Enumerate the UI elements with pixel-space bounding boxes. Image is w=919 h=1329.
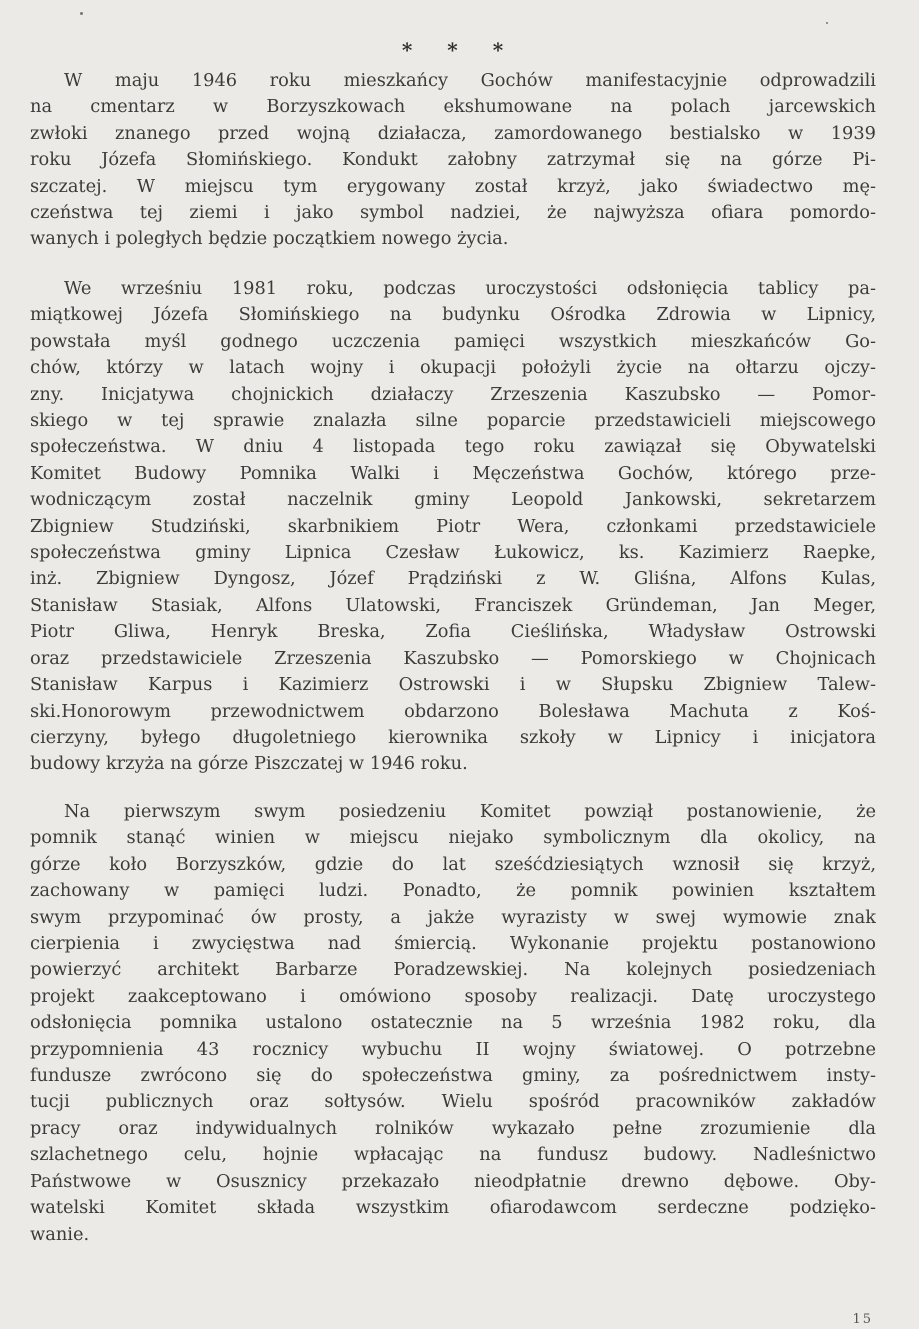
text-line: Komitet Budowy Pomnika Walki i Męczeństwa Gochów, którego prze- <box>30 462 876 484</box>
text-line: cierzyny, byłego długoletniego kierownika szkoły w Lipnicy i inicjatora <box>30 726 876 748</box>
text-line: oraz przedstawiciele Zrzeszenia Kaszubsko — Pomorskiego w Chojnicach <box>30 647 876 669</box>
text-line: szczatej. W miejscu tym erygowany został krzyż, jako świadectwo mę- <box>30 175 876 197</box>
text-line: wanych i poległych będzie początkiem nowego życia. <box>30 228 509 250</box>
text-line: ski.Honorowym przewodnictwem obdarzono Bolesława Machuta z Koś- <box>30 700 876 722</box>
paragraph-2 <box>30 276 876 778</box>
text-line: społeczeństwa. W dniu 4 listopada tego roku zawiązał się Obywatelski <box>30 436 876 458</box>
text-line: swym przypominać ów prosty, a jakże wyrazisty w swej wymowie znak <box>30 906 876 928</box>
text-line: Państwowe w Osusznicy przekazało nieodpłatnie drewno dębowe. Oby- <box>30 1170 876 1192</box>
text-line: Na pierwszym swym posiedzeniu Komitet powziął postanowienie, że <box>64 801 876 822</box>
text-line: budowy krzyża na górze Piszczatej w 1946 roku. <box>30 753 468 775</box>
print-speck <box>80 12 83 15</box>
text-line: projekt zaakceptowano i omówiono sposoby realizacji. Datę uroczystego <box>30 985 876 1007</box>
text-line: watelski Komitet składa wszystkim ofiarodawcom serdeczne podzięko- <box>30 1197 876 1219</box>
text-line: Stanisław Stasiak, Alfons Ulatowski, Franciszek Gründeman, Jan Meger, <box>30 594 876 616</box>
text-line: Zbigniew Studziński, skarbnikiem Piotr Wera, członkami przedstawiciele <box>30 515 876 537</box>
text-line: powierzyć architekt Barbarze Poradzewskiej. Na kolejnych posiedzeniach <box>30 959 876 981</box>
text-line: wodniczącym został naczelnik gminy Leopold Jankowski, sekretarzem <box>30 489 876 511</box>
text-line: We wrześniu 1981 roku, podczas uroczystości odsłonięcia tablicy pa- <box>64 278 876 299</box>
text-line: inż. Zbigniew Dyngosz, Józef Prądziński z W. Gliśna, Alfons Kulas, <box>30 568 876 590</box>
section-divider: * * * <box>401 38 518 62</box>
text-line: zwłoki znanego przed wojną działacza, zamordowanego bestialsko w 1939 <box>30 122 876 144</box>
text-line: szlachetnego celu, hojnie wpłacając na fundusz budowy. Nadleśnictwo <box>30 1144 876 1166</box>
text-line: wanie. <box>30 1223 90 1245</box>
text-line: miątkowej Józefa Słomińskiego na budynku Ośrodka Zdrowia w Lipnicy, <box>30 304 876 326</box>
text-line: tucji publicznych oraz sołtysów. Wielu spośród pracowników zakładów <box>30 1091 876 1113</box>
text-line: chów, którzy w latach wojny i okupacji położyli życie na ołtarzu ojczy- <box>30 357 876 379</box>
text-line: górze koło Borzyszków, gdzie do lat sześćdziesiątych wznosił się krzyż, <box>30 853 876 875</box>
text-line: powstała myśl godnego uczczenia pamięci wszystkich mieszkańców Go- <box>30 330 876 352</box>
text-line: zny. Inicjatywa chojnickich działaczy Zrzeszenia Kaszubsko — Pomor- <box>30 383 876 405</box>
print-speck <box>826 22 828 24</box>
text-line: W maju 1946 roku mieszkańcy Gochów manifestacyjnie odprowadzili <box>64 70 876 91</box>
text-line: przypomnienia 43 rocznicy wybuchu II wojny światowej. O potrzebne <box>30 1038 876 1060</box>
paragraph-1 <box>30 68 876 253</box>
text-line: pracy oraz indywidualnych rolników wykazało pełne zrozumienie dla <box>30 1117 876 1139</box>
text-line: roku Józefa Słomińskiego. Kondukt załobny zatrzymał się na górze Pi- <box>30 149 876 171</box>
text-line: Stanisław Karpus i Kazimierz Ostrowski i w Słupsku Zbigniew Talew- <box>30 674 876 696</box>
text-line: odsłonięcia pomnika ustalono ostatecznie na 5 września 1982 roku, dla <box>30 1012 876 1034</box>
text-line: fundusze zwrócono się do społeczeństwa gminy, za pośrednictwem insty- <box>30 1065 876 1087</box>
text-line: społeczeństwa gminy Lipnica Czesław Łukowicz, ks. Kazimierz Raepke, <box>30 542 876 564</box>
text-line: zachowany w pamięci ludzi. Ponadto, że pomnik powinien kształtem <box>30 880 876 902</box>
text-line: czeństwa tej ziemi i jako symbol nadziei, że najwyższa ofiara pomordo- <box>30 202 876 224</box>
paragraph-3 <box>30 799 876 1248</box>
text-line: skiego w tej sprawie znalazła silne poparcie przedstawicieli miejscowego <box>30 410 876 432</box>
text-line: pomnik stanąć winien w miejscu niejako symbolicznym dla okolicy, na <box>30 827 876 849</box>
text-line: cierpienia i zwycięstwa nad śmiercią. Wykonanie projektu postanowiono <box>30 933 876 955</box>
text-line: Piotr Gliwa, Henryk Breska, Zofia Cieślińska, Władysław Ostrowski <box>30 621 876 643</box>
page-number: 15 <box>852 1312 873 1327</box>
text-line: na cmentarz w Borzyszkowach ekshumowane na polach jarcewskich <box>30 96 876 118</box>
